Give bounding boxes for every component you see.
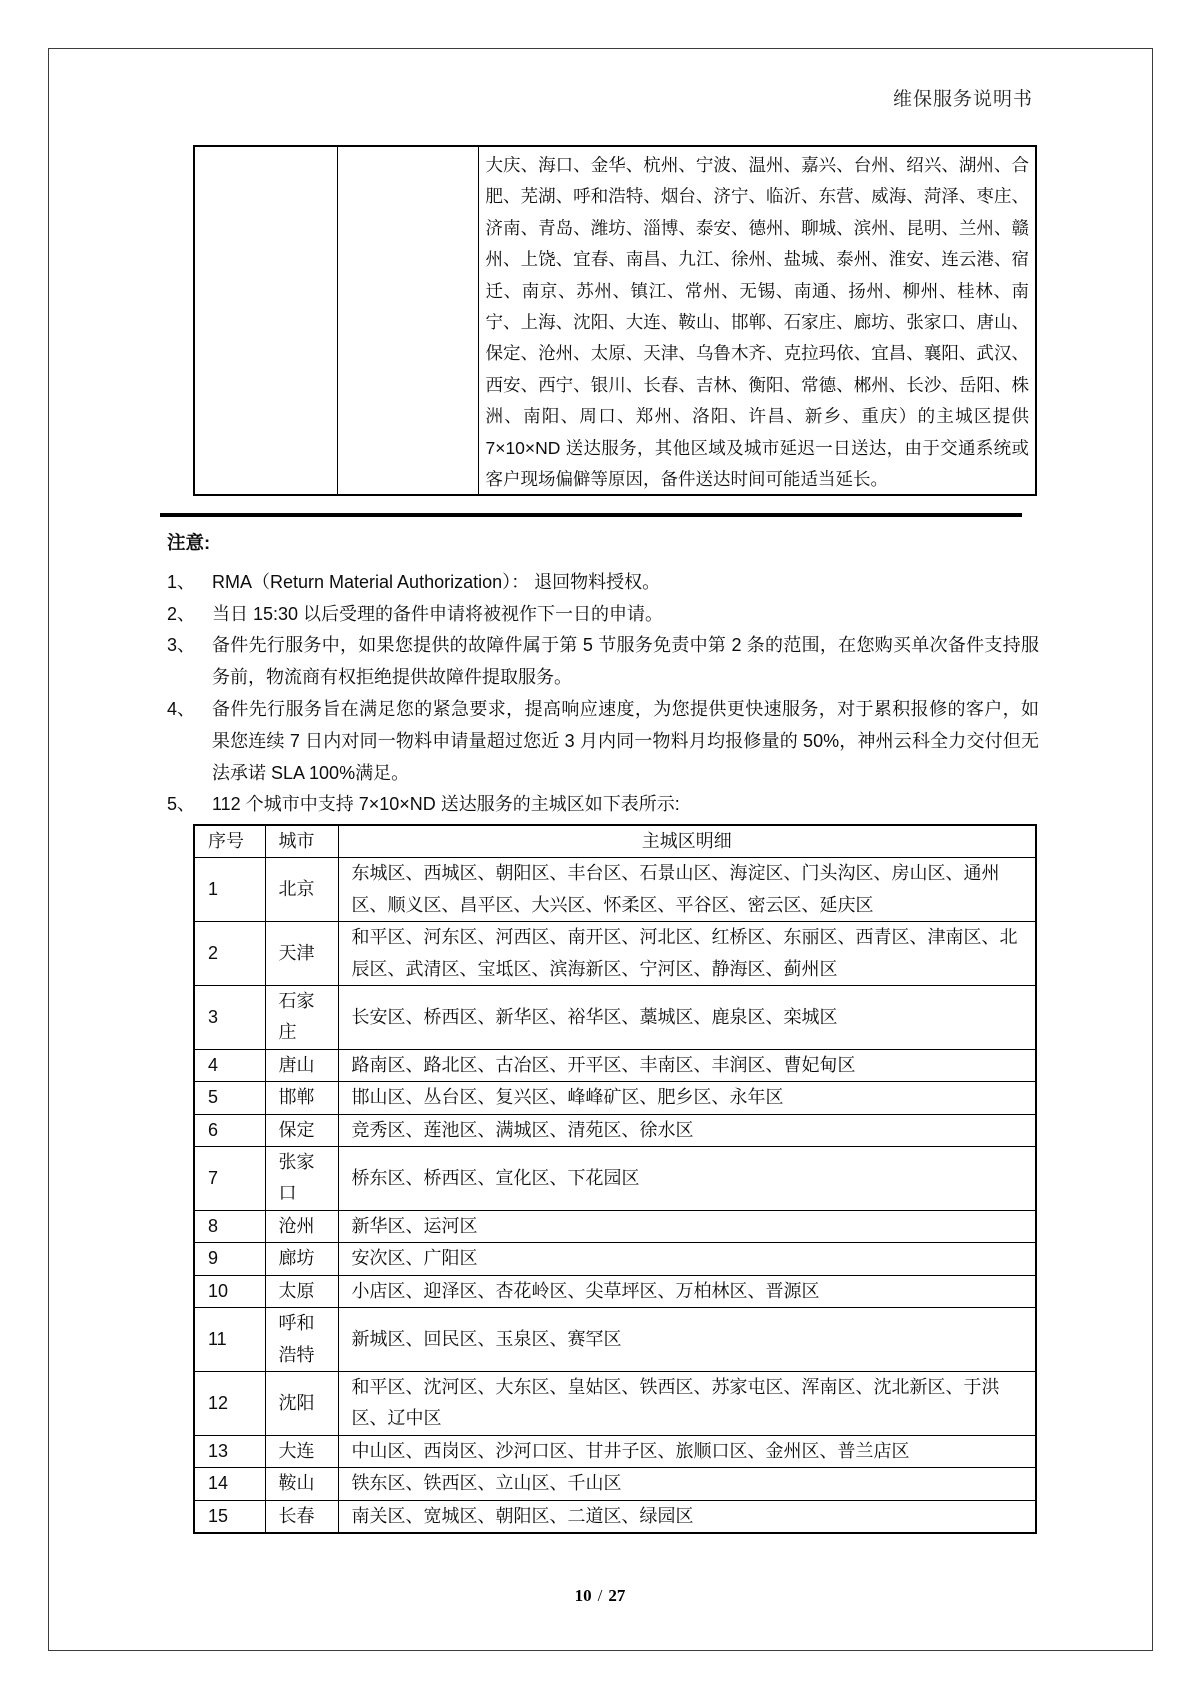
no-cell: 7 [194, 1147, 265, 1211]
empty-cell-col1 [194, 146, 337, 495]
page-number-current: 10 [574, 1586, 592, 1605]
no-cell: 2 [194, 922, 265, 986]
empty-cell-col2 [337, 146, 478, 495]
city-cell: 太原 [265, 1275, 338, 1307]
page-number-total: 27 [608, 1586, 626, 1605]
city-cell: 石家庄 [265, 986, 338, 1050]
districts-cell: 长安区、桥西区、新华区、裕华区、藁城区、鹿泉区、栾城区 [338, 986, 1036, 1050]
table-body [194, 858, 1036, 1533]
table-row [194, 1210, 1036, 1242]
districts-cell: 桥东区、桥西区、宣化区、下花园区 [338, 1147, 1036, 1211]
city-cell: 北京 [265, 858, 338, 922]
note-item [167, 630, 1039, 694]
districts-cell: 中山区、西岗区、沙河口区、甘井子区、旅顺口区、金州区、普兰店区 [338, 1435, 1036, 1467]
no-cell: 13 [194, 1435, 265, 1467]
districts-cell: 新城区、回民区、玉泉区、赛罕区 [338, 1308, 1036, 1372]
table-row [194, 1371, 1036, 1435]
table-row [194, 1308, 1036, 1372]
note-text: 备件先行服务中，如果您提供的故障件属于第 5 节服务免责中第 2 条的范围，在您购买单次备件支持服务前，物流商有权拒绝提供故障件提取服务。 [212, 635, 1039, 688]
note-number: 5、 [167, 794, 196, 815]
districts-cell: 竞秀区、莲池区、满城区、清苑区、徐水区 [338, 1114, 1036, 1146]
table-row [194, 1243, 1036, 1275]
city-cell: 廊坊 [265, 1243, 338, 1275]
note-number: 2、 [167, 603, 196, 624]
table-row [194, 922, 1036, 986]
header-cell-city: 城市 [265, 825, 338, 858]
notes-list [167, 567, 1039, 821]
districts-cell: 和平区、沈河区、大东区、皇姑区、铁西区、苏家屯区、浑南区、沈北新区、于洪区、辽中区 [338, 1371, 1036, 1435]
no-cell: 11 [194, 1308, 265, 1372]
note-text: 当日 15:30 以后受理的备件申请将被视作下一日的申请。 [212, 603, 664, 624]
districts-cell: 邯山区、丛台区、复兴区、峰峰矿区、肥乡区、永年区 [338, 1082, 1036, 1114]
city-cell: 呼和浩特 [265, 1308, 338, 1372]
note-text: 备件先行服务旨在满足您的紧急要求，提高响应速度，为您提供更快速服务，对于累积报修的客户，如果您连续 7 日内对同一物料申请量超过您近 3 月内同一物料月均报修量的 50%，神州云科全力交付但无法承诺 SLA 100%满足。 [212, 698, 1039, 783]
districts-cell: 小店区、迎泽区、杏花岭区、尖草坪区、万柏林区、晋源区 [338, 1275, 1036, 1307]
city-cell: 邯郸 [265, 1082, 338, 1114]
city-cell: 沈阳 [265, 1371, 338, 1435]
districts-cell: 南关区、宽城区、朝阳区、二道区、绿园区 [338, 1500, 1036, 1533]
districts-cell: 和平区、河东区、河西区、南开区、河北区、红桥区、东丽区、西青区、津南区、北辰区、武清区、宝坻区、滨海新区、宁河区、静海区、蓟州区 [338, 922, 1036, 986]
city-cell: 大连 [265, 1435, 338, 1467]
note-item [167, 694, 1039, 789]
city-list-cell [478, 146, 1036, 495]
city-cell: 保定 [265, 1114, 338, 1146]
page-footer [0, 1586, 1200, 1606]
table-row [194, 1082, 1036, 1114]
city-list-text: 大庆、海口、金华、杭州、宁波、温州、嘉兴、台州、绍兴、湖州、合肥、芜湖、呼和浩特、烟台、济宁、临沂、东营、威海、菏泽、枣庄、济南、青岛、潍坊、淄博、泰安、德州、聊城、滨州、昆明、兰州、赣州、上饶、宜春、南昌、九江、徐州、盐城、泰州、淮安、连云港、宿迁、南京、苏州、镇江、常州、无锡、南通、扬州、柳州、桂林、南宁、上海、沈阳、大连、鞍山、邯郸、石家庄、廊坊、张家口、唐山、保定、沧州、太原、天津、乌鲁木齐、克拉玛依、宜昌、襄阳、武汉、西安、西宁、银川、长春、吉林、衡阳、常德、郴州、长沙、岳阳、株洲、南阳、周口、郑州、洛阳、许昌、新乡、重庆）的主城区提供 7×10×ND 送达服务，其他区域及城市延迟一日送达，由于交通系统或客户现场偏僻等原因，备件送达时间可能适当延长。 [485, 155, 1029, 490]
section-divider-rule [160, 513, 1022, 517]
city-cell: 张家口 [265, 1147, 338, 1211]
districts-cell: 铁东区、铁西区、立山区、千山区 [338, 1468, 1036, 1500]
table-row [194, 1435, 1036, 1467]
city-cell: 天津 [265, 922, 338, 986]
city-cell: 长春 [265, 1500, 338, 1533]
districts-cell: 安次区、广阳区 [338, 1243, 1036, 1275]
no-cell: 14 [194, 1468, 265, 1500]
table-row [194, 1275, 1036, 1307]
districts-cell: 路南区、路北区、古冶区、开平区、丰南区、丰润区、曹妃甸区 [338, 1049, 1036, 1081]
no-cell: 8 [194, 1210, 265, 1242]
city-cell: 唐山 [265, 1049, 338, 1081]
table-row [194, 1114, 1036, 1146]
city-cell: 沧州 [265, 1210, 338, 1242]
note-text: 112 个城市中支持 7×10×ND 送达服务的主城区如下表所示: [212, 794, 680, 815]
notes-section [167, 527, 1039, 821]
table-row [194, 1147, 1036, 1211]
page-number-separator: / [597, 1586, 603, 1605]
no-cell: 4 [194, 1049, 265, 1081]
table-row [194, 1049, 1036, 1081]
city-districts-table [193, 824, 1037, 1534]
note-item [167, 599, 1039, 631]
page-header-title: 维保服务说明书 [893, 89, 1034, 110]
city-cell: 鞍山 [265, 1468, 338, 1500]
table-row [194, 1468, 1036, 1500]
no-cell: 15 [194, 1500, 265, 1533]
note-item [167, 567, 1039, 599]
note-item [167, 789, 1039, 821]
no-cell: 12 [194, 1371, 265, 1435]
no-cell: 3 [194, 986, 265, 1050]
note-number: 4、 [167, 698, 196, 719]
notes-heading: 注意: [167, 532, 211, 553]
districts-cell: 新华区、运河区 [338, 1210, 1036, 1242]
table-row [194, 858, 1036, 922]
no-cell: 6 [194, 1114, 265, 1146]
table-row [194, 1500, 1036, 1533]
note-number: 1、 [167, 571, 196, 592]
service-city-continuation-table [193, 145, 1037, 496]
no-cell: 9 [194, 1243, 265, 1275]
table-row [194, 986, 1036, 1050]
note-text: RMA（Return Material Authorization）： 退回物料授权。 [212, 571, 661, 592]
no-cell: 5 [194, 1082, 265, 1114]
no-cell: 10 [194, 1275, 265, 1307]
table-header-row [194, 825, 1036, 858]
header-cell-districts: 主城区明细 [338, 825, 1036, 858]
note-number: 3、 [167, 635, 196, 656]
header-cell-no: 序号 [194, 825, 265, 858]
districts-cell: 东城区、西城区、朝阳区、丰台区、石景山区、海淀区、门头沟区、房山区、通州区、顺义区、昌平区、大兴区、怀柔区、平谷区、密云区、延庆区 [338, 858, 1036, 922]
no-cell: 1 [194, 858, 265, 922]
